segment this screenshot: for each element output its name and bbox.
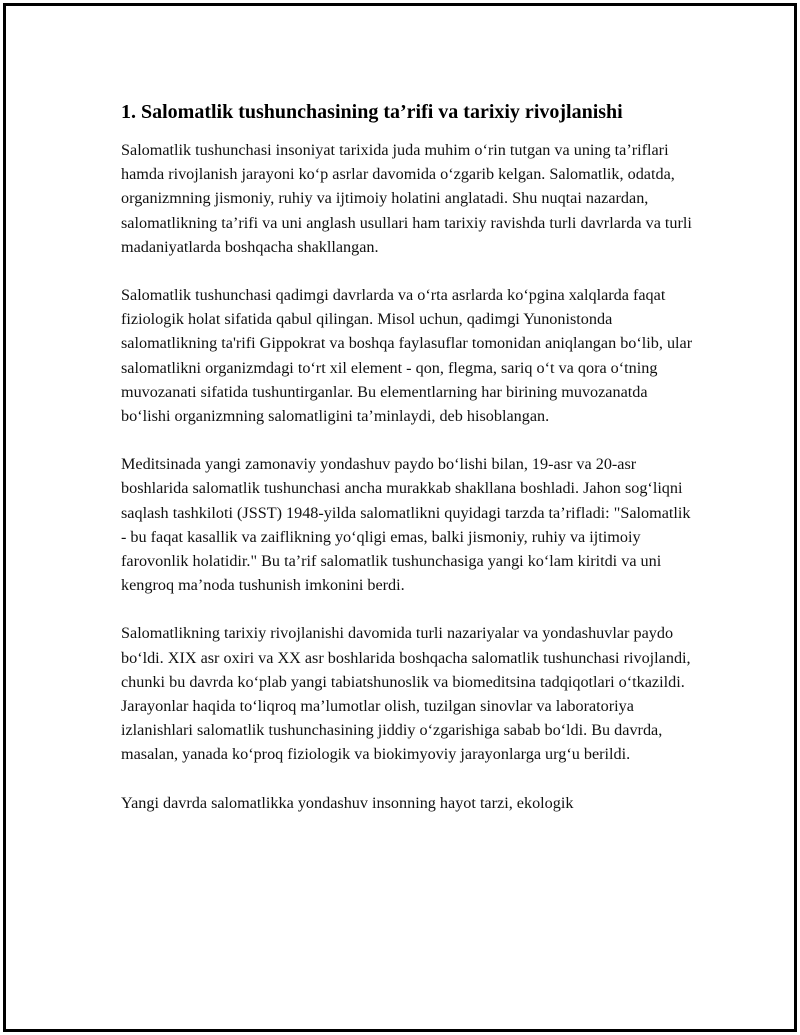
paragraph-5: Yangi davrda salomatlikka yondashuv insonning hayot tarzi, ekologik — [121, 793, 574, 812]
section-heading: 1. Salomatlik tushunchasining ta’rifi va tarixiy rivojlanishi — [121, 101, 623, 123]
paragraph-2: Salomatlik tushunchasi qadimgi davrlarda va o‘rta asrlarda ko‘pgina xalqlarda faqat fiziologik holat sifatida qabul qilingan. Misol uchun, qadimgi Yunonistonda salomatlikning ta'rifi Gippokrat va boshqa faylasuflar tomonidan aniqlangan bo‘lib, ular salomatlikni organizmdagi to‘rt xil element - qon, flegma, sariq o‘t va qora o‘tning muvozanati sifatida tushuntirganlar. Bu elementlarning har birining muvozanatda bo‘lishi organizmning salomatligini ta’minlaydi, deb hisoblangan. — [121, 286, 693, 426]
document-body — [121, 98, 695, 839]
paragraph-1: Salomatlik tushunchasi insoniyat tarixida juda muhim o‘rin tutgan va uning ta’riflari hamda rivojlanish jarayoni ko‘p asrlar davomida o‘zgarib kelgan. Salomatlik, odatda, organizmning jismoniy, ruhiy va ijtimoiy holatini anglatadi. Shu nuqtai nazardan, salomatlikning ta’rifi va uni anglash usullari ham tarixiy ravishda turli davrlarda va turli madaniyatlarda boshqacha shakllangan. — [121, 141, 692, 256]
paragraph-3: Meditsinada yangi zamonaviy yondashuv paydo bo‘lishi bilan, 19-asr va 20-asr boshlarida salomatlik tushunchasi ancha murakkab shakllana boshladi. Jahon sog‘liqni saqlash tashkiloti (JSST) 1948-yilda salomatlikni quyidagi tarzda ta’rifladi: "Salomatlik - bu faqat kasallik va zaiflikning yo‘qligi emas, balki jismoniy, ruhiy va ijtimoiy farovonlik holatidir." Bu ta’rif salomatlik tushunchasiga yangi ko‘lam kiritdi va uni kengroq ma’noda tushunish imkonini berdi. — [121, 455, 691, 595]
document-page — [3, 3, 797, 1032]
paragraph-4: Salomatlikning tarixiy rivojlanishi davomida turli nazariyalar va yondashuvlar paydo bo‘ldi. XIX asr oxiri va XX asr boshlarida boshqacha salomatlik tushunchasi rivojlandi, chunki bu davrda ko‘plab yangi tabiatshunoslik va biomeditsina tadqiqotlari o‘tkazildi. Jarayonlar haqida to‘liqroq ma’lumotlar olish, tuzilgan sinovlar va laboratoriya izlanishlari salomatlik tushunchasining jiddiy o‘zgarishiga sabab bo‘ldi. Bu davrda, masalan, yanada ko‘proq fiziologik va biokimyoviy jarayonlarga urg‘u berildi. — [121, 624, 691, 764]
